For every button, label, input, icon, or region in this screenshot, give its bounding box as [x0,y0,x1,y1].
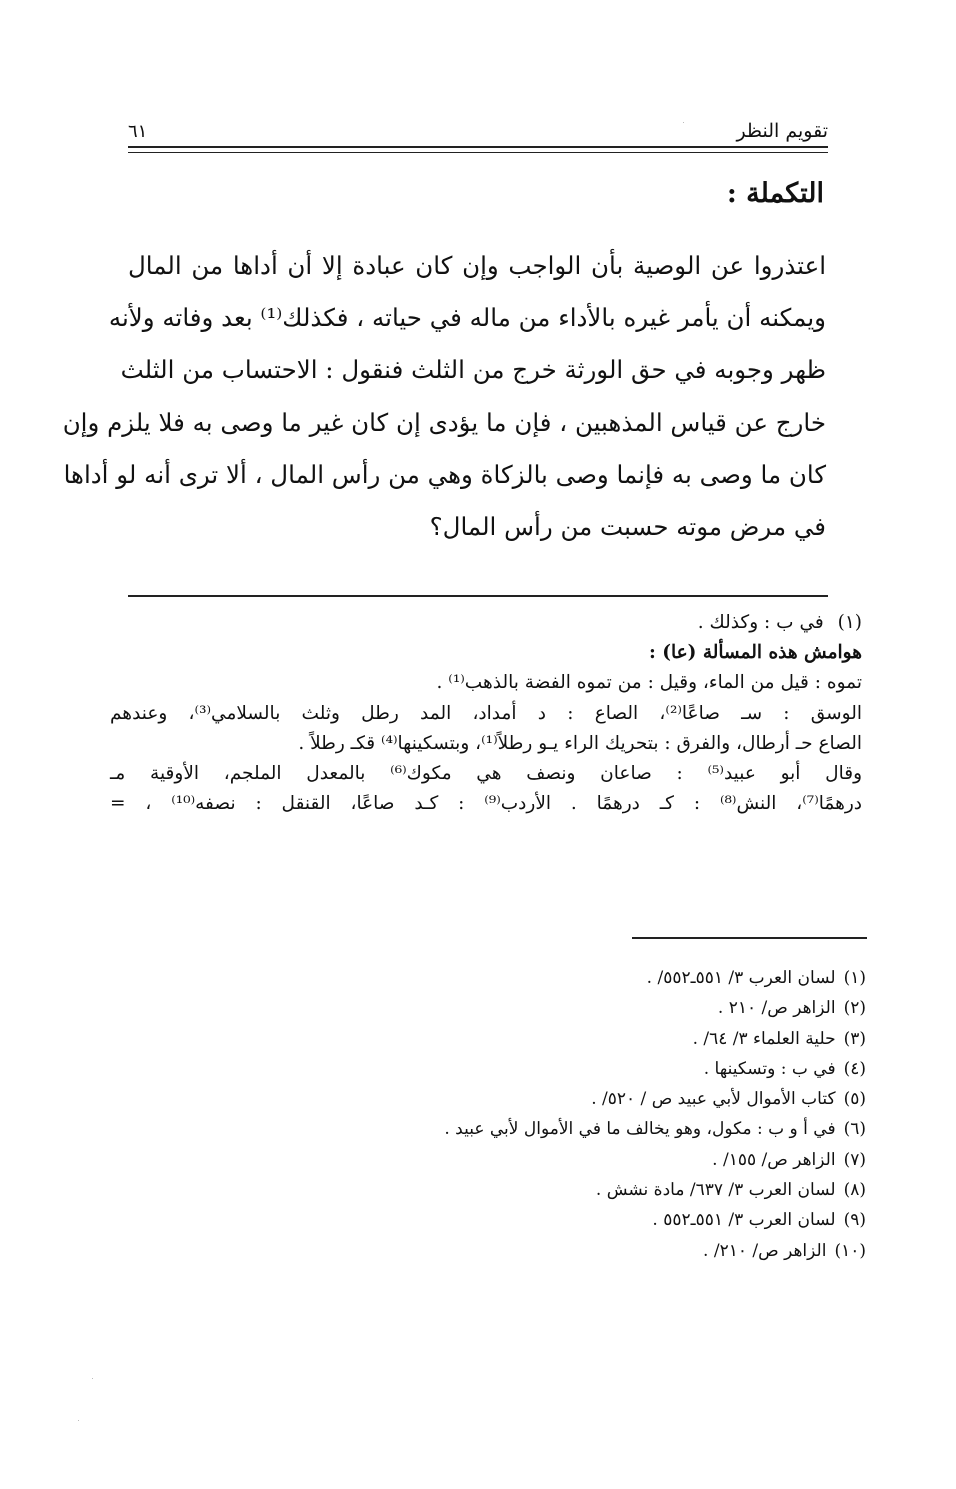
running-header [128,110,828,142]
reference-text: الزاهر ص/ ٢١٠ . [717,998,836,1019]
scan-speck [683,122,684,123]
margin-note-line: تموه : قيل من الماء، وقيل : من تموه الفضة بالذهب⁽¹⁾ . [436,672,862,694]
references-list [166,963,866,1266]
reference-text: لسان العرب ٣/ ٥٥١ـ٥٥٢/ . [646,968,836,988]
body-line: ويمكنه أن يأمر غيره بالأداء من ماله في حياته ، فكذلك⁽¹⁾ بعد وفاته ولأنه [108,303,826,333]
body-line: في مرض موته حسبت من رأس المال؟ [429,512,826,542]
reference-text: حلية العلماء ٣/ ٦٤/ . [692,1028,836,1049]
scan-speck [92,1378,93,1379]
reference-number: (٤) [843,1058,866,1079]
reference-item [166,1236,866,1266]
reference-text: الزاهر ص/ ١٥٥/ . [712,1149,836,1170]
footnote-1 [110,608,862,638]
margins-heading: هوامش هذه المسألة (عا) : [648,642,862,664]
reference-text: في أ و ب : مكول، وهو يخالف ما في الأموال لأبي عبيد . [444,1119,836,1140]
reference-number: (٦) [843,1119,866,1140]
footnote-number: (١) [837,612,862,633]
reference-item [166,1054,866,1084]
body-line: ظهر وجوبه في حق الورثة خرج من الثلث فنقول : الاحتساب من الثلث [120,355,826,385]
reference-text: لسان العرب ٣/ ٥٥١ـ٥٥٢ . [652,1210,836,1231]
reference-number: (٢) [843,998,866,1019]
reference-number: (٩) [843,1210,866,1231]
reference-number: (٧) [843,1149,866,1170]
body-line: خارج عن قياس المذهبين ، فإن ما يؤدى إن كان غير ما وصى به فلا يلزم وإن [62,407,826,437]
reference-item [166,1175,866,1205]
reference-item [166,1084,866,1114]
reference-number: (١٠) [834,1240,866,1261]
page-number: ٦١ [128,121,148,142]
body-line: اعتذروا عن الوصية بأن الواجب وإن كان عبادة إلا أن أداها من المال [128,251,826,280]
footnote-text: في ب : وكذلك . [697,612,824,633]
reference-number: (٨) [843,1180,866,1201]
reference-number: (٣) [843,1028,866,1049]
margin-note-line: وقال أبو عبيد⁽⁵⁾ : صاعان ونصف هي مكوك⁽⁶⁾ بالمعدل الملجم، الأوقية مـ [110,763,863,785]
reference-text: الزاهر ص/ ٢١٠/ . [703,1240,827,1261]
footnotes-block [110,608,862,819]
reference-text: كتاب الأموال لأبي عبيد ص / ٥٢٠/ . [591,1089,836,1110]
margin-note-line: درهمًا⁽⁷⁾، النش⁽⁸⁾ : كـ درهمًا . الأردب⁽⁹⁾ : كـد صاعًا، القنقل : نصفه⁽¹⁰⁾ ، = [110,793,863,815]
reference-item [166,1114,866,1144]
reference-item [166,1145,866,1175]
margin-note-line: الوسق : سـ صاعًا⁽²⁾، الصاع : د أمداد، المد رطل وثلث بالسلامي⁽³⁾، وعندهم [110,702,863,724]
reference-item [166,963,866,993]
margin-note-line: الصاع حـ أرطال، والفرق : بتحريك الراء يـو رطلاً⁽¹⁾، وبتسكينها⁽⁴⁾ قكـ رطلاً . [298,732,862,754]
reference-item [166,993,866,1023]
scan-speck [78,1420,79,1421]
footnote-divider [128,595,828,597]
reference-text: في ب : وتسكينها . [703,1058,836,1079]
running-title: تقويم النظر [736,120,828,142]
reference-number: (١) [843,968,866,988]
main-paragraph [62,240,826,553]
reference-text: لسان العرب ٣/ ٦٣٧/ مادة نشش . [595,1180,836,1201]
reference-item [166,1205,866,1235]
header-divider [128,146,828,153]
reference-number: (٥) [843,1089,866,1110]
body-line: كان ما وصى به فإنما وصى بالزكاة وهي من رأس المال ، ألا ترى أنه لو أداها [63,459,826,489]
references-divider [632,937,867,939]
reference-item [166,1024,866,1054]
section-title: التكملة : [726,178,824,209]
